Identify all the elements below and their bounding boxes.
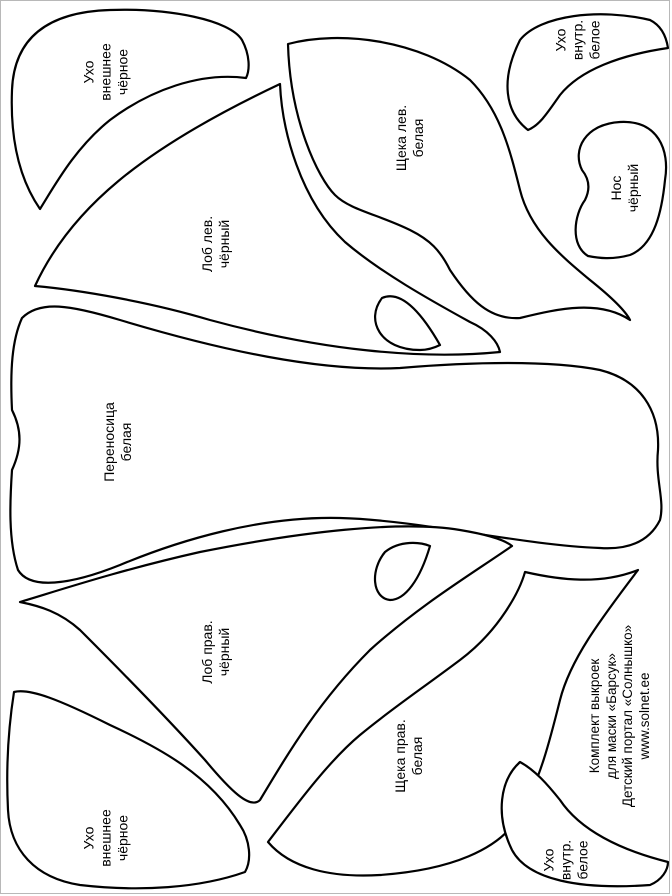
nose-bridge-label: Переносица белая xyxy=(101,402,134,482)
forehead-left-label: Лоб лев. чёрный xyxy=(199,215,232,273)
credits-text: Комплект выкроек для маски «Барсук» Детский портал «Солнышко» www.solnet.ee xyxy=(587,624,652,808)
forehead-right-label: Лоб прав. чёрный xyxy=(199,620,232,684)
ear-inner-bottom-label: Ухо внутр. белое xyxy=(540,839,591,881)
nose-label: Нос чёрный xyxy=(608,163,641,213)
cheek-right-label: Щека прав. белая xyxy=(392,719,425,793)
ear-inner-top-label: Ухо внутр. белое xyxy=(552,19,603,61)
cheek-left-label: Щека лев. белая xyxy=(393,104,426,172)
ear-outer-bottom-label: Ухо внешнее чёрное xyxy=(80,809,131,867)
ear-outer-top-label: Ухо внешнее чёрное xyxy=(80,43,131,101)
